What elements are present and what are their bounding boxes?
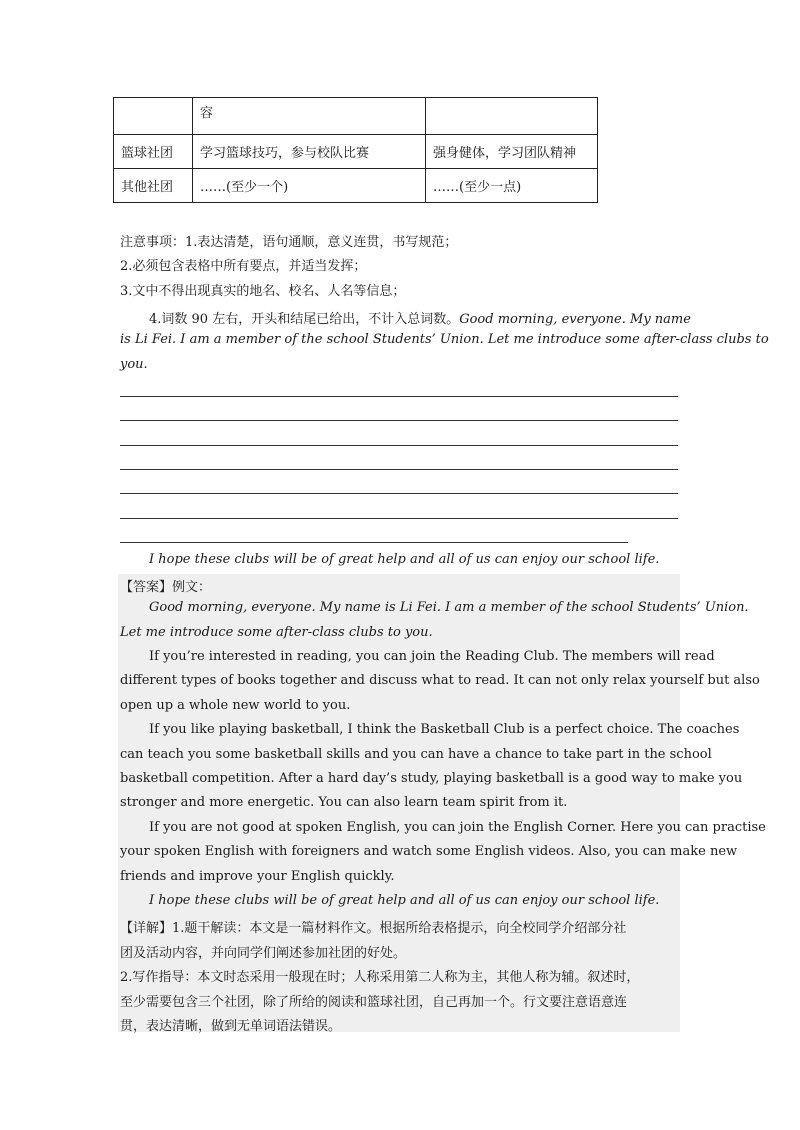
answer-label: 【答案】例文： [120, 580, 212, 595]
note-4-opening: Good morning, everyone. My name [459, 312, 691, 327]
table-row [114, 169, 598, 203]
writing-line [120, 445, 678, 446]
answer-line: can teach you some basketball skills and you can have a chance to take part in the school [120, 747, 712, 762]
writing-line [120, 518, 678, 519]
note-1: 注意事项：1.表达清楚，语句通顺，意义连贯，书写规范； [120, 235, 458, 250]
table-row [114, 135, 598, 169]
note-4 [149, 308, 691, 327]
table-cell: ……(至少一点) [426, 169, 598, 203]
answer-line: Good morning, everyone. My name is Li Fei. I am a member of the school Students’ Union. [149, 600, 749, 615]
table-cell [426, 98, 598, 135]
detail-line: 贯，表达清晰，做到无单词语法错误。 [120, 1019, 342, 1034]
detail-line: 【详解】1.题干解读：本文是一篇材料作文。根据所给表格提示，向全校同学介绍部分社 [120, 921, 627, 936]
answer-line: different types of books together and discuss what to read. It can not only relax yourself but also [120, 673, 760, 688]
note-2: 2.必须包含表格中所有要点，并适当发挥； [120, 259, 367, 274]
note-4-text: 4.词数 90 左右，开头和结尾已给出，不计入总词数。 [149, 312, 460, 327]
club-table [113, 97, 598, 203]
table-row [114, 98, 598, 135]
table-cell: 学习篮球技巧，参与校队比赛 [193, 135, 426, 169]
table-cell: 容 [193, 98, 426, 135]
writing-line [120, 420, 678, 421]
note-4-end: you. [120, 357, 148, 372]
answer-line: If you are not good at spoken English, you can join the English Corner. Here you can practise [149, 820, 766, 835]
answer-line: If you’re interested in reading, you can join the Reading Club. The members will read [149, 649, 715, 664]
writing-line [120, 469, 678, 470]
answer-line: I hope these clubs will be of great help and all of us can enjoy our school life. [149, 893, 660, 908]
answer-line: open up a whole new world to you. [120, 698, 351, 713]
table-cell: 其他社团 [114, 169, 193, 203]
answer-line: stronger and more energetic. You can also learn team spirit from it. [120, 795, 568, 810]
answer-line: Let me introduce some after-class clubs to you. [120, 625, 433, 640]
answer-line: friends and improve your English quickly. [120, 869, 395, 884]
answer-line: If you like playing basketball, I think the Basketball Club is a perfect choice. The coaches [149, 722, 740, 737]
table-cell: 篮球社团 [114, 135, 193, 169]
table-cell: 强身健体，学习团队精神 [426, 135, 598, 169]
writing-line [120, 542, 628, 543]
detail-line: 2.写作指导：本文时态采用一般现在时；人称采用第二人称为主，其他人称为辅。叙述时， [120, 970, 640, 985]
writing-line [120, 396, 678, 397]
note-4-continued: is Li Fei. I am a member of the school Students’ Union. Let me introduce some after-class clubs to [120, 332, 769, 347]
closing-sentence: I hope these clubs will be of great help and all of us can enjoy our school life. [149, 552, 660, 567]
table-cell: ……(至少一个) [193, 169, 426, 203]
answer-line: basketball competition. After a hard day’s study, playing basketball is a good way to make you [120, 771, 743, 786]
detail-line: 团及活动内容，并向同学们阐述参加社团的好处。 [120, 946, 407, 961]
writing-line [120, 493, 678, 494]
detail-line: 至少需要包含三个社团，除了所给的阅读和篮球社团，自己再加一个。行文要注意语意连 [120, 995, 628, 1010]
note-3: 3.文中不得出现真实的地名、校名、人名等信息； [120, 284, 406, 299]
table-cell [114, 98, 193, 135]
answer-line: your spoken English with foreigners and watch some English videos. Also, you can make new [120, 844, 738, 859]
